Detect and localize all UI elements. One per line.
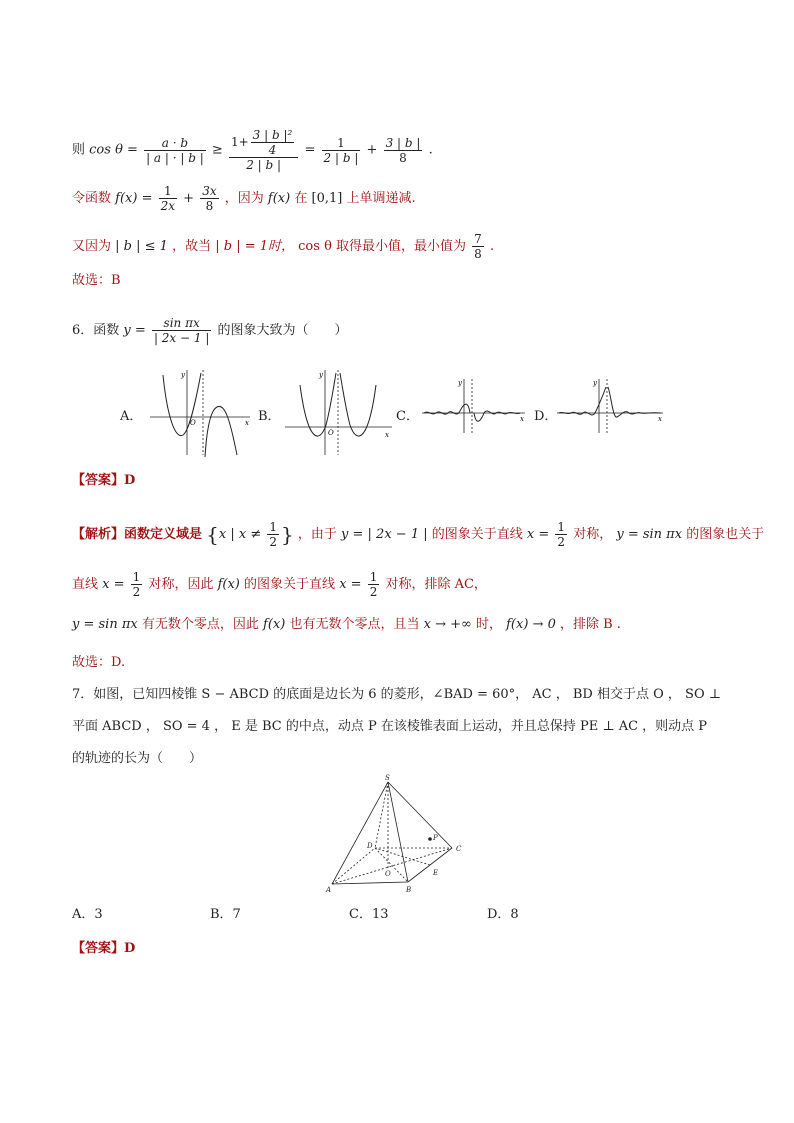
text: . xyxy=(428,142,433,158)
denominator: 2 xyxy=(557,535,566,549)
math: f(x) = xyxy=(115,191,153,206)
text: 有无数个零点，因此 xyxy=(141,617,259,632)
line-let-function xyxy=(72,184,416,213)
text: 对称，排除 AC， xyxy=(385,577,487,592)
label-s: S xyxy=(385,774,390,782)
analysis-line-2 xyxy=(72,570,487,599)
math: f(x) xyxy=(263,617,286,632)
edge-ab xyxy=(332,882,408,884)
math: | b | ≤ 1 xyxy=(115,239,168,254)
text: 1+ xyxy=(230,135,249,149)
math: x = xyxy=(102,577,125,592)
symbol: + xyxy=(183,191,195,206)
numerator: 3 | b | xyxy=(385,135,421,150)
fraction xyxy=(368,570,380,599)
math: y = | 2x − 1 | xyxy=(341,527,428,542)
brace-right: } xyxy=(281,522,294,547)
fraction xyxy=(229,128,298,172)
fraction xyxy=(322,136,361,165)
math: x | x ≠ xyxy=(218,527,262,542)
choose-d: 故选：D. xyxy=(72,655,126,670)
q7-option-b[interactable]: B．7 xyxy=(210,907,241,922)
denominator: 4 xyxy=(268,143,277,157)
denominator: 8 xyxy=(399,150,407,165)
math: y = sin πx xyxy=(72,617,138,632)
text: ，故当 xyxy=(172,239,212,254)
symbol: = xyxy=(304,142,316,158)
symbol: ≥ xyxy=(211,142,223,158)
inner-fraction xyxy=(251,128,295,157)
text: 也有无数个零点，且当 xyxy=(289,617,420,632)
label-p: P xyxy=(433,834,438,842)
math: [0,1] xyxy=(311,191,343,206)
text: . xyxy=(489,239,495,254)
label-o: O xyxy=(385,870,391,878)
x-axis-label: x xyxy=(658,415,662,423)
math: f(x) xyxy=(267,191,291,206)
math: y = xyxy=(123,323,146,338)
text: 又因为 xyxy=(72,239,112,254)
line-min-value xyxy=(72,232,494,261)
option-c-label[interactable]: C． xyxy=(396,409,419,424)
denominator: 2 xyxy=(132,585,141,599)
analysis-line-1 xyxy=(72,520,764,549)
fraction xyxy=(159,184,177,213)
numerator: 3x xyxy=(202,184,217,198)
label-d: D xyxy=(367,842,373,850)
math: x = xyxy=(526,527,550,542)
answer-7: 【答案】D xyxy=(72,941,136,956)
numerator: 1 xyxy=(132,570,141,584)
label-e: E xyxy=(433,869,439,877)
math: x = xyxy=(339,577,362,592)
question-7-line-2: 平面 ABCD ， SO = 4 ， E 是 BC 的中点，动点 P 在该棱锥表面上运动，并且总保持 PE ⊥ AC ，则动点 P xyxy=(72,719,708,734)
option-b-graph[interactable] xyxy=(280,365,398,460)
numerator: 7 xyxy=(474,232,482,246)
edge-sd xyxy=(375,782,388,848)
text: 令函数 xyxy=(72,191,112,206)
edge-sa xyxy=(332,782,388,884)
text: ，因为 xyxy=(224,191,264,206)
denominator: 2 xyxy=(269,535,278,549)
line-cos-inequality xyxy=(72,128,433,172)
math: x → +∞ xyxy=(423,617,472,632)
numerator xyxy=(229,128,298,158)
origin-label: O xyxy=(328,429,334,437)
math: f(x) → 0 xyxy=(506,617,556,632)
numerator: 1 xyxy=(322,136,361,151)
denominator: | 2x − 1 | xyxy=(153,331,210,345)
fraction xyxy=(384,136,423,165)
denominator: 8 xyxy=(474,247,482,261)
text: ，排除 B . xyxy=(559,617,621,632)
x-axis-label: x xyxy=(385,431,389,439)
option-c-graph[interactable] xyxy=(420,375,530,435)
text: 上单调递减. xyxy=(346,191,416,206)
label-c: C xyxy=(456,845,462,853)
q7-option-d[interactable]: D．8 xyxy=(487,907,519,922)
numerator: 1 xyxy=(557,520,566,534)
option-d-label[interactable]: D． xyxy=(534,409,558,424)
numerator: 1 xyxy=(269,520,278,534)
text: ，由于 xyxy=(297,527,337,542)
question-6 xyxy=(72,316,348,345)
denominator: 2 | b | xyxy=(323,150,359,165)
text: 则 xyxy=(72,142,86,158)
question-7-line-3: 的轨迹的长为（ ） xyxy=(72,751,203,766)
text: 直线 xyxy=(72,577,99,592)
option-d-graph[interactable] xyxy=(555,375,667,435)
fraction xyxy=(152,316,211,345)
label-b: B xyxy=(406,886,412,894)
numerator: a · b xyxy=(144,136,206,151)
choose-b: 故选：B xyxy=(72,273,121,288)
point-p xyxy=(428,837,432,841)
symbol: + xyxy=(366,142,378,158)
q7-option-c[interactable]: C．13 xyxy=(349,907,389,922)
denominator: 2 | b | xyxy=(246,158,282,172)
math: f(x) xyxy=(217,577,240,592)
analysis-line-3 xyxy=(72,616,621,634)
fraction xyxy=(200,184,218,213)
question-7-line-1: 7．如图，已知四棱锥 S − ABCD 的底面是边长为 6 的菱形，∠BAD = 60°， AC ， BD 相交于点 O ， SO ⊥ xyxy=(72,687,721,702)
edge-ad xyxy=(332,848,375,884)
denominator: | a | · | b | xyxy=(146,150,204,165)
cos-label: cos θ = xyxy=(89,142,138,158)
denominator: 8 xyxy=(205,199,214,213)
text: 在 xyxy=(294,191,308,206)
x-axis-label: x xyxy=(245,419,249,427)
fraction xyxy=(472,232,484,261)
text: cos θ 取得最小值，最小值为 xyxy=(298,239,467,254)
math: y = sin πx xyxy=(616,527,683,542)
text: 对称， xyxy=(573,527,613,542)
numerator: 1 xyxy=(159,184,177,199)
edge-sb xyxy=(388,782,408,882)
y-axis-label: y xyxy=(319,371,323,379)
brace-left: { xyxy=(206,522,219,547)
y-axis-label: y xyxy=(181,371,185,379)
text: 的图象关于直线 xyxy=(244,577,336,592)
y-axis-label: y xyxy=(458,379,462,387)
text: 的图象大致为（ ） xyxy=(217,323,348,338)
option-a-graph[interactable] xyxy=(145,365,255,460)
text: 时， xyxy=(475,617,502,632)
denominator: 2x xyxy=(160,199,176,213)
label-a: A xyxy=(326,886,332,894)
text: 【解析】函数定义域是 xyxy=(72,527,203,542)
fraction xyxy=(267,520,279,549)
x-axis-label: x xyxy=(520,415,524,423)
text: 6．函数 xyxy=(72,323,120,338)
text: 的图象也关于 xyxy=(686,527,765,542)
edge-sc xyxy=(388,782,452,848)
numerator: 3 | b |² xyxy=(252,128,293,142)
answer-6: 【答案】D xyxy=(72,473,136,488)
option-b-label[interactable]: B． xyxy=(258,409,281,424)
q7-option-a[interactable]: A．3 xyxy=(72,907,103,922)
denominator: 2 xyxy=(369,585,378,599)
numerator: 1 xyxy=(369,570,378,584)
text: 的图象关于直线 xyxy=(431,527,523,542)
fraction xyxy=(144,136,206,165)
origin-label: O xyxy=(190,419,196,427)
option-a-label[interactable]: A． xyxy=(120,409,143,424)
fraction xyxy=(555,520,567,549)
numerator: sin πx xyxy=(152,316,211,331)
math: | b | = 1时， xyxy=(215,239,295,254)
text: 对称，因此 xyxy=(148,577,214,592)
fraction xyxy=(131,570,143,599)
y-axis-label: y xyxy=(593,379,597,387)
pyramid-figure xyxy=(320,772,480,896)
